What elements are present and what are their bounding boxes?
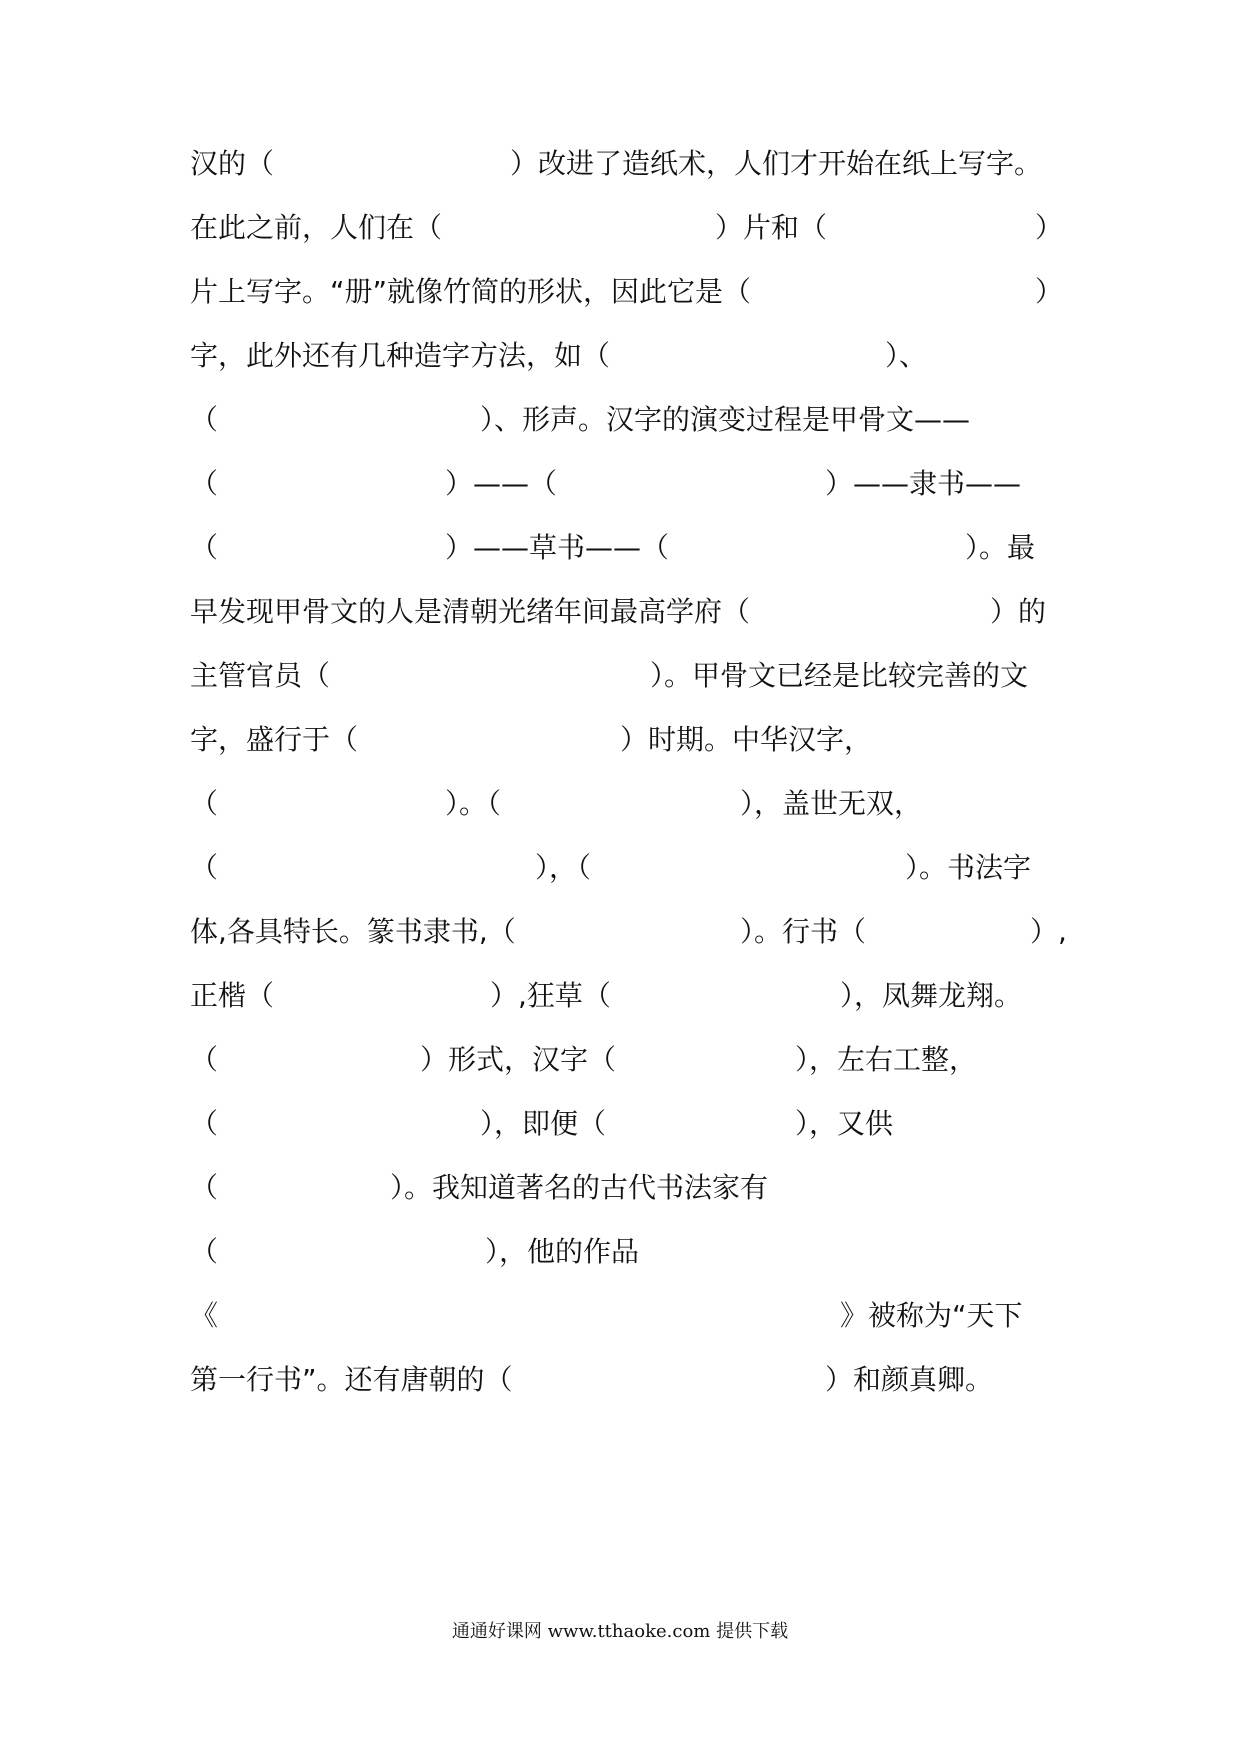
text-segment: （	[190, 1171, 219, 1204]
text-segment: 主管官员（	[190, 659, 331, 692]
text-segment: ）和颜真卿。	[825, 1363, 994, 1396]
text-segment: （	[190, 531, 219, 564]
text-segment: ）、	[885, 339, 928, 372]
text-line-12	[0, 844, 1240, 892]
text-segment: ）——（	[445, 467, 558, 500]
text-segment: ），即便（	[480, 1107, 607, 1140]
text-segment: ）片和（	[715, 211, 828, 244]
text-segment: （	[190, 1107, 219, 1140]
text-line-1	[0, 140, 1240, 188]
text-line-8	[0, 588, 1240, 636]
text-segment: ），凤舞龙翔。	[840, 979, 1023, 1012]
text-line-13	[0, 908, 1240, 956]
text-segment: ）改进了造纸术，人们才开始在纸上写字。	[510, 147, 1043, 180]
text-segment: （	[190, 787, 219, 820]
text-segment: ）	[1035, 275, 1064, 308]
text-segment: ），（	[535, 851, 592, 884]
text-segment: 字，盛行于（	[190, 723, 359, 756]
text-segment: 汉的（	[190, 147, 275, 180]
text-segment: 片上写字。“册”就像竹简的形状，因此它是（	[190, 275, 752, 308]
text-segment: ）——隶书——	[825, 467, 1022, 500]
text-segment: ），左右工整，	[795, 1043, 978, 1076]
text-line-9	[0, 652, 1240, 700]
text-segment: ）。（	[445, 787, 502, 820]
text-line-6	[0, 460, 1240, 508]
text-segment: 第一行书”。还有唐朝的（	[190, 1363, 513, 1396]
text-line-10	[0, 716, 1240, 764]
text-segment: ）时期。中华汉字，	[620, 723, 873, 756]
text-segment: ），他的作品	[485, 1235, 640, 1268]
text-line-15	[0, 1036, 1240, 1084]
text-segment: （	[190, 467, 219, 500]
text-segment: ）。我知道著名的古代书法家有	[390, 1171, 769, 1204]
text-line-2	[0, 204, 1240, 252]
text-segment: ）,狂草（	[490, 979, 611, 1012]
text-segment: ）、形声。汉字的演变过程是甲骨文——	[480, 403, 971, 436]
text-segment: ）,	[1030, 915, 1067, 948]
text-segment: （	[190, 1235, 219, 1268]
text-segment: ）——草书——（	[445, 531, 670, 564]
text-segment: ），盖世无双，	[740, 787, 923, 820]
page-footer: 通通好课网 www.tthaoke.com 提供下载	[451, 1621, 789, 1642]
text-segment: ）。最	[965, 531, 1036, 564]
text-segment: 在此之前，人们在（	[190, 211, 443, 244]
text-line-14	[0, 972, 1240, 1020]
text-segment: 体,各具特长。篆书隶书,（	[190, 915, 516, 948]
text-segment: ）。甲骨文已经是比较完善的文	[650, 659, 1029, 692]
text-line-19	[0, 1292, 1240, 1340]
text-segment: 早发现甲骨文的人是清朝光绪年间最高学府（	[190, 595, 751, 628]
text-line-11	[0, 780, 1240, 828]
text-segment: ）。书法字	[905, 851, 1032, 884]
text-segment: ），又供	[795, 1107, 894, 1140]
text-segment: ）。行书（	[740, 915, 867, 948]
text-segment: 字，此外还有几种造字方法，如（	[190, 339, 611, 372]
text-segment: 正楷（	[190, 979, 275, 1012]
text-segment: 《	[190, 1299, 219, 1332]
text-line-4	[0, 332, 1240, 380]
text-segment: 》被称为“天下	[840, 1299, 1023, 1332]
text-segment: （	[190, 851, 219, 884]
text-segment: ）	[1035, 211, 1064, 244]
text-segment: ）的	[990, 595, 1047, 628]
text-line-16	[0, 1100, 1240, 1148]
text-line-3	[0, 268, 1240, 316]
text-segment: （	[190, 1043, 219, 1076]
text-line-18	[0, 1228, 1240, 1276]
text-segment: ）形式，汉字（	[420, 1043, 617, 1076]
text-line-17	[0, 1164, 1240, 1212]
text-line-5	[0, 396, 1240, 444]
text-segment: （	[190, 403, 219, 436]
text-line-20	[0, 1356, 1240, 1404]
text-line-7	[0, 524, 1240, 572]
